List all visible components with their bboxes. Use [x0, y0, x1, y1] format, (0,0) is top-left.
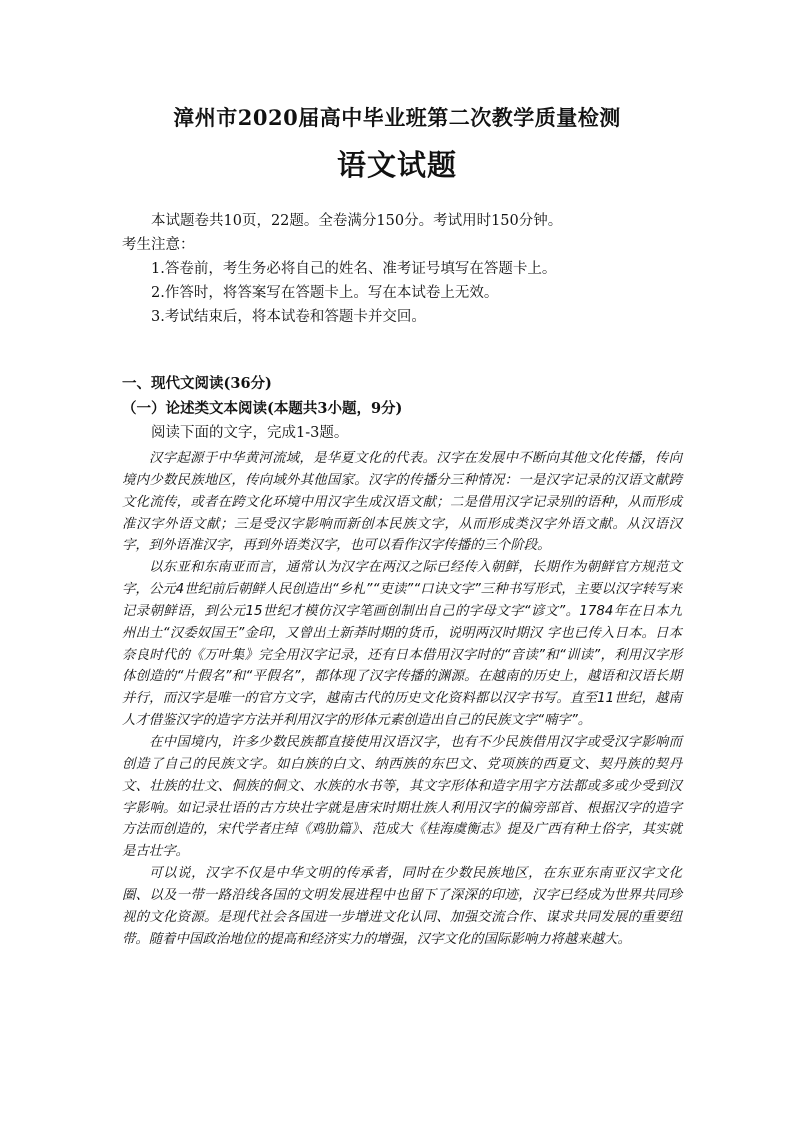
- passage-paragraph-1: 汉字起源于中华黄河流域，是华夏文化的代表。汉字在发展中不断向其他文化传播，传向境内少数民族地区，传向域外其他国家。汉字的传播分三种情况：一是汉字记录的汉语文献跨文化流传，或者在跨文化环境中用汉字生成汉语文献；二是借用汉字记录别的语种，从而形成准汉字外语文献；三是受汉字影响而新创本民族文字，从而形成类汉字外语文献。从汉语汉字，到外语准汉字，再到外语类汉字，也可以看作汉字传播的三个阶段。: [122, 451, 682, 554]
- notice-label: 考生注意：: [122, 237, 195, 253]
- passage-paragraph-3: 在中国境内，许多少数民族都直接使用汉语汉字，也有不少民族借用汉字或受汉字影响而创造了自己的民族文字。如白族的白文、纳西族的东巴文、党项族的西夏文、契丹族的契丹文、壮族的壮文、侗族的侗文、水族的水书等，其文字形体和造字用字方法都或多或少受到汉字影响。如记录壮语的古方块壮字就是唐宋时期壮族人利用汉字的偏旁部首、根据汉字的造字方法而创造的，宋代学者庄绰《鸡肋篇》、范成大《桂海虞衡志》提及广西有种土俗字，其实就是古壮字。: [122, 734, 682, 860]
- passage-paragraph-4: 可以说，汉字不仅是中华文明的传承者，同时在少数民族地区，在东亚东南亚汉字文化圈、以及一带一路沿线各国的文明发展进程中也留下了深深的印迹，汉字已经成为世界共同珍视的文化资源。是现代社会各国进一步增进文化认同、加强交流合作、谋求共同发展的重要纽带。随着中国政治地位的提高和经济实力的增强，汉字文化的国际影响力将越来越大。: [122, 866, 682, 947]
- reading-instruction: 阅读下面的文字，完成1-3题。: [151, 425, 349, 441]
- section-heading: 一、现代文阅读(36分): [122, 375, 272, 392]
- subsection-heading: （一）论述类文本阅读(本题共3小题，9分): [122, 400, 403, 417]
- notice-item-3: 3.考试结束后，将本试卷和答题卡并交回。: [151, 309, 426, 325]
- exam-instructions: [122, 209, 682, 329]
- notice-item-2: 2.作答时，将答案写在答题卡上。写在本试卷上无效。: [151, 285, 499, 301]
- exam-title: 漳州市2020届高中毕业班第二次教学质量检测: [173, 105, 621, 130]
- subject-title: 语文试题: [336, 148, 457, 182]
- passage-paragraph-2: 以东亚和东南亚而言，通常认为汉字在两汉之际已经传入朝鲜，长期作为朝鲜官方规范文字，公元4世纪前后朝鲜人民创造出“乡札”“吏读”“口诀文字”三种书写形式，主要以汉字转写来记录朝鲜语，到公元15世纪才模仿汉字笔画创制出自己的字母文字“谚文”。1784年在日本九州出土“汉委奴国王”金印，又曾出土新莽时期的货币，说明两汉时期汉 字也已传入日本。日本奈良时代的《万叶集》完全用汉字记录，还有日本借用汉字时的“音读”和“训读”，利用汉字形体创造的“片假名”和“平假名”，都体现了汉字传播的渊源。在越南的历史上，越语和汉语长期并行，而汉字是唯一的官方文字，越南古代的历史文化资料都以汉字书写。直至11世纪，越南人才借鉴汉字的造字方法并利用汉字的形体元素创造出自己的民族文字“喃字”。: [122, 560, 682, 729]
- exam-summary: 本试题卷共10页，22题。全卷满分150分。考试用时150分钟。: [151, 213, 563, 229]
- notice-item-1: 1.答卷前，考生务必将自己的姓名、准考证号填写在答题卡上。: [151, 261, 557, 277]
- reading-passage: [122, 448, 682, 950]
